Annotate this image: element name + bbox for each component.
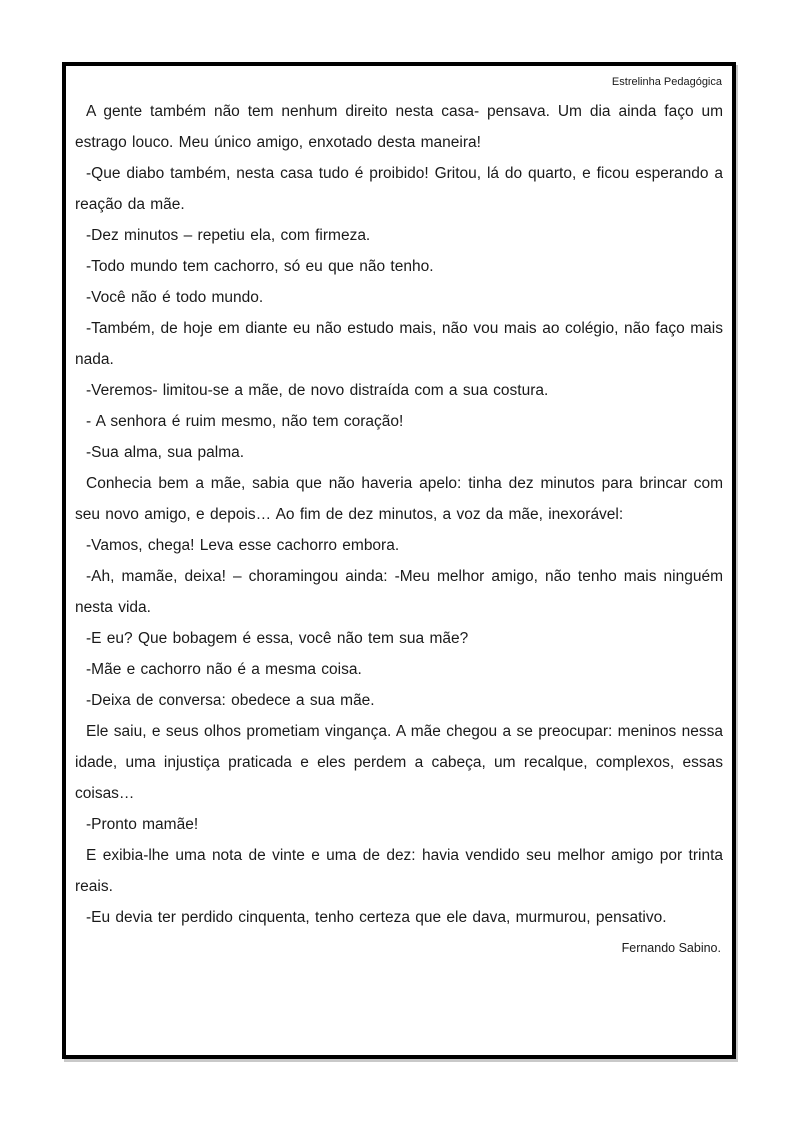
- paragraph: -Sua alma, sua palma.: [86, 444, 245, 461]
- paragraph: Conhecia bem a mãe, sabia que não haveria apelo: tinha dez minutos para brincar com seu novo amigo, e depois… Ao fim de dez minutos, a voz da mãe, inexorável:: [75, 475, 723, 523]
- paragraph: -E eu? Que bobagem é essa, você não tem sua mãe?: [86, 630, 469, 647]
- paragraph: -Deixa de conversa: obedece a sua mãe.: [86, 692, 375, 709]
- paragraph: E exibia-lhe uma nota de vinte e uma de dez: havia vendido seu melhor amigo por trinta reais.: [75, 847, 723, 895]
- paragraph: -Eu devia ter perdido cinquenta, tenho certeza que ele dava, murmurou, pensativo.: [86, 909, 667, 926]
- author-signature: Fernando Sabino.: [621, 941, 721, 955]
- paragraph: -Vamos, chega! Leva esse cachorro embora.: [86, 537, 400, 554]
- paragraph: -Ah, mamãe, deixa! – choramingou ainda: -Meu melhor amigo, não tenho mais ninguém nesta vida.: [75, 568, 723, 616]
- paragraph: -Você não é todo mundo.: [86, 289, 264, 306]
- document-header: Estrelinha Pedagógica: [611, 76, 722, 88]
- paragraph: -Também, de hoje em diante eu não estudo mais, não vou mais ao colégio, não faço mais nada.: [75, 320, 723, 368]
- document-page-frame: [62, 62, 736, 1059]
- paragraph: -Veremos- limitou-se a mãe, de novo distraída com a sua costura.: [86, 382, 549, 399]
- paragraph: -Todo mundo tem cachorro, só eu que não tenho.: [86, 258, 434, 275]
- paragraph: -Pronto mamãe!: [86, 816, 199, 833]
- paragraph: -Que diabo também, nesta casa tudo é proibido! Gritou, lá do quarto, e ficou esperando a reação da mãe.: [75, 165, 723, 213]
- paragraph: A gente também não tem nenhum direito nesta casa- pensava. Um dia ainda faço um estrago louco. Meu único amigo, enxotado desta maneira!: [75, 103, 723, 151]
- paragraph: Ele saiu, e seus olhos prometiam vingança. A mãe chegou a se preocupar: meninos nessa idade, uma injustiça praticada e eles perdem a cabeça, um recalque, complexos, essas coisas…: [75, 723, 723, 802]
- paragraph: - A senhora é ruim mesmo, não tem coração!: [86, 413, 404, 430]
- paragraph: -Mãe e cachorro não é a mesma coisa.: [86, 661, 362, 678]
- paragraph: -Dez minutos – repetiu ela, com firmeza.: [86, 227, 371, 244]
- story-text: [75, 96, 723, 933]
